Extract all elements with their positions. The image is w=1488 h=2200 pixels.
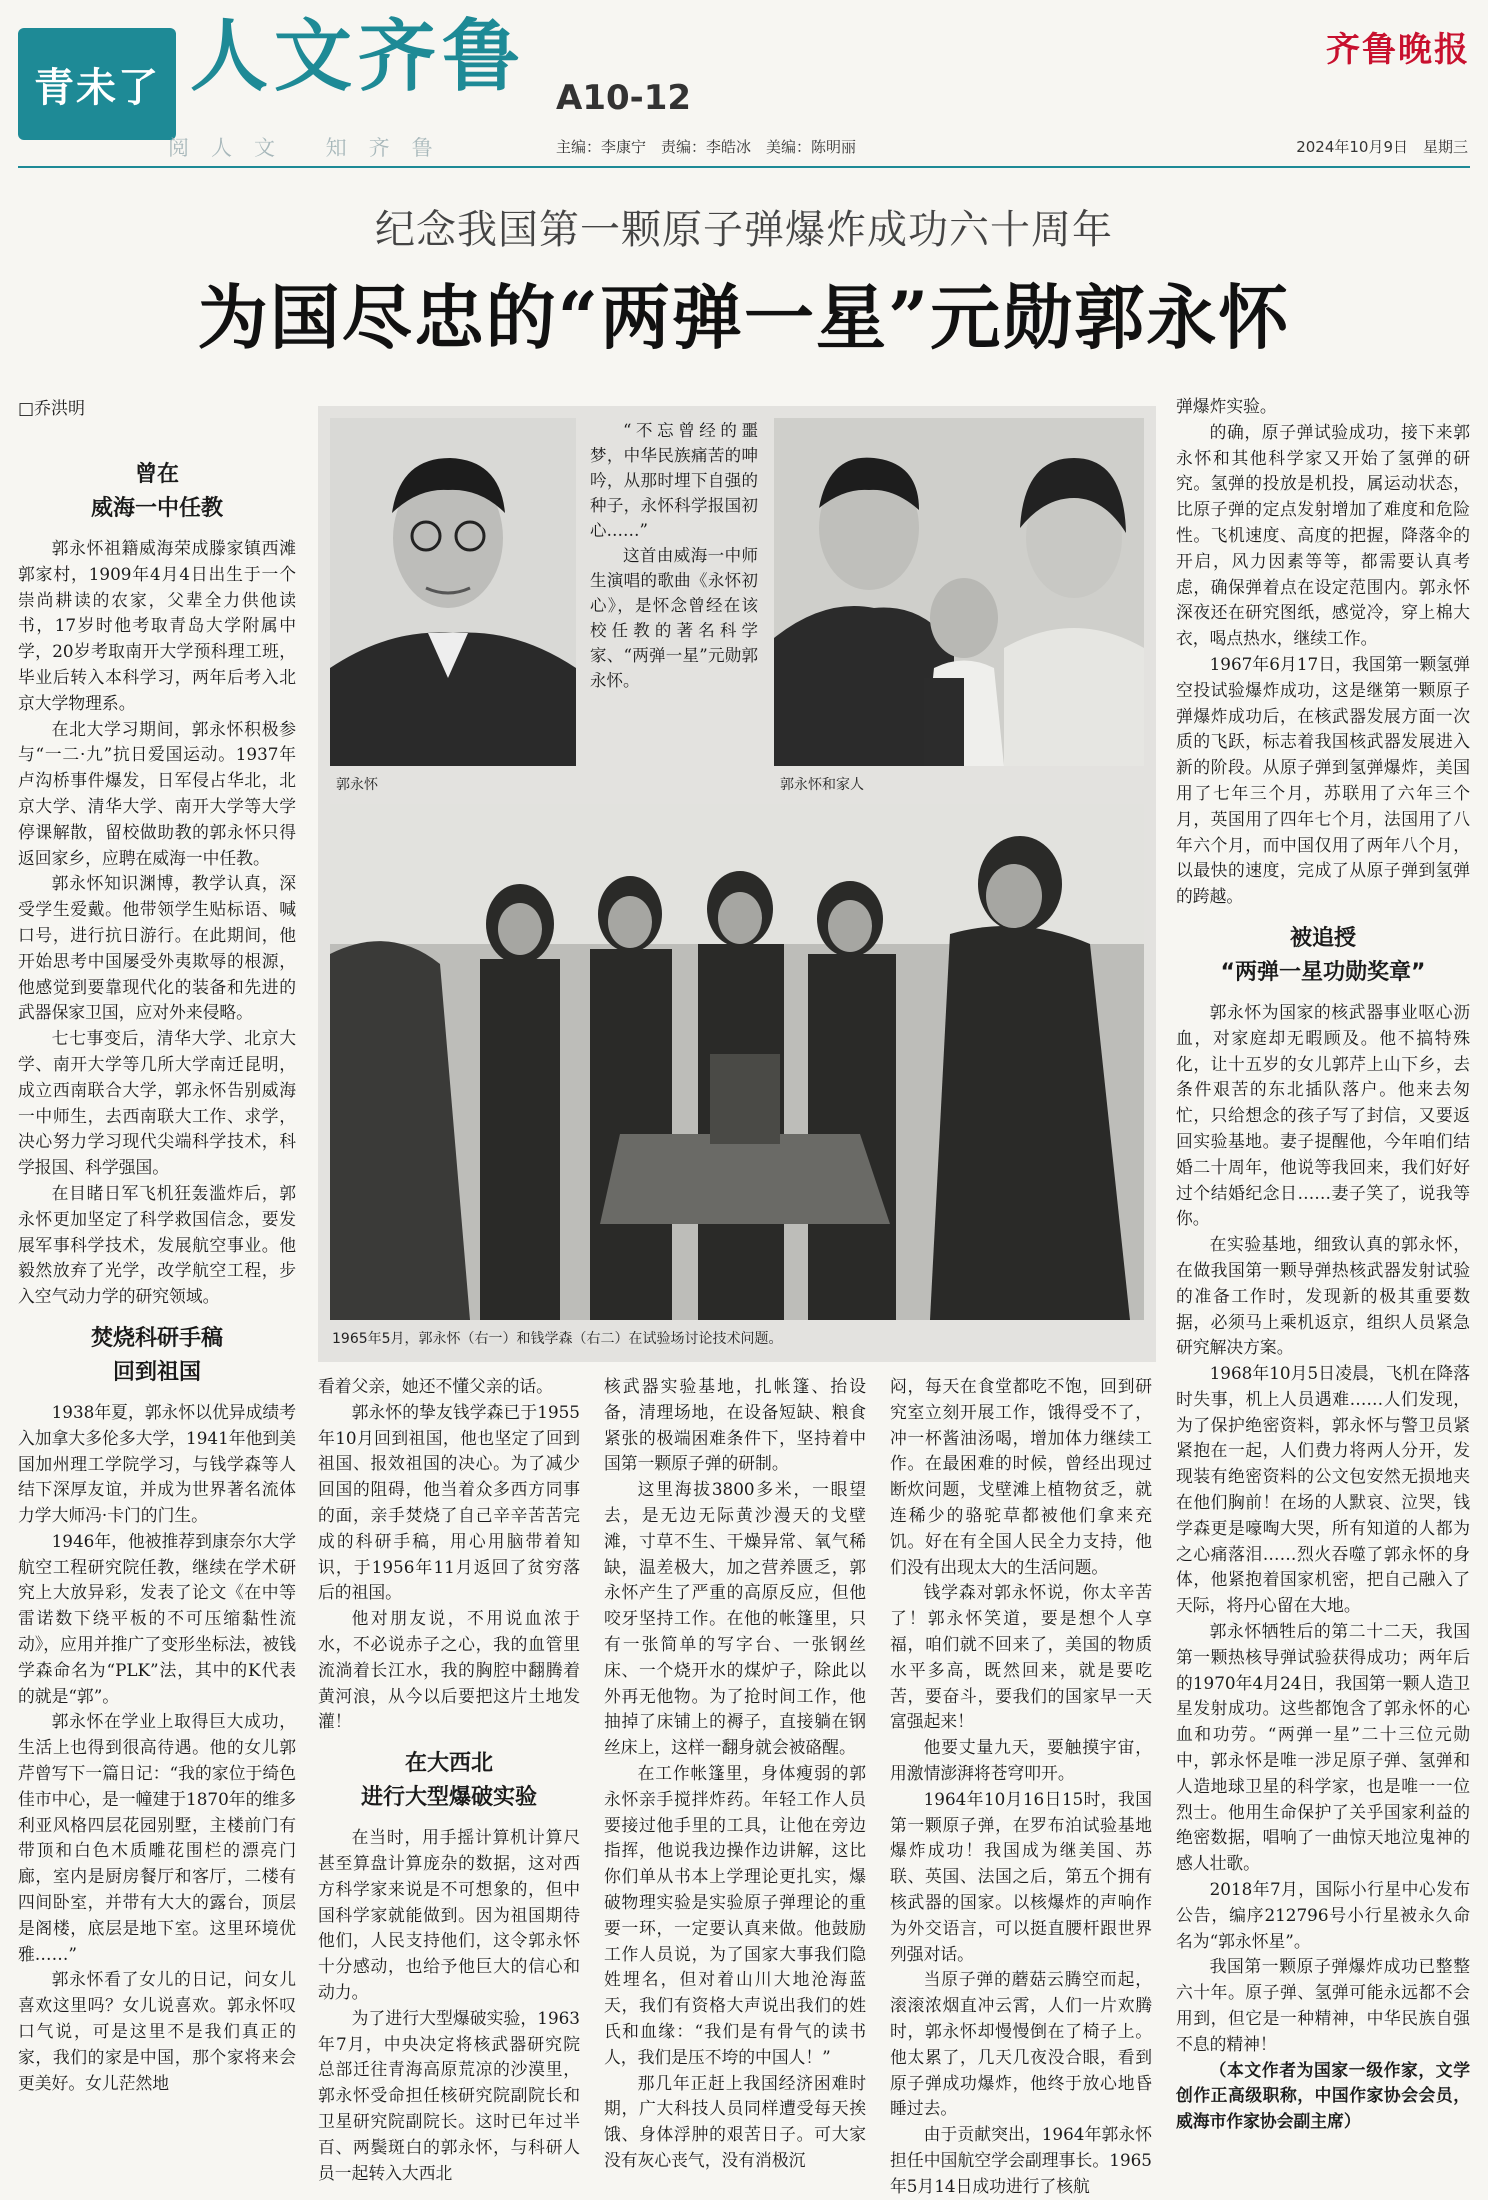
paragraph: 弹爆炸实验。 bbox=[1176, 396, 1277, 416]
newspaper-brand: 齐鲁晚报 bbox=[1326, 30, 1470, 70]
text-column-3 bbox=[604, 1374, 866, 2174]
text-column-2 bbox=[318, 1374, 580, 2183]
quote-lyric: “不忘曾经的噩梦，中华民族痛苦的呻吟，从那时埋下自强的种子，永怀科学报国初心……” bbox=[590, 421, 758, 540]
photo-panel bbox=[318, 406, 1156, 1362]
article-subheadline: 纪念我国第一颗原子弹爆炸成功六十周年 bbox=[375, 207, 1113, 253]
paragraph: 郭永怀在学业上取得巨大成功，生活上也得到很高待遇。他的女儿郭芹曾写下一篇日记：“我的家位于绮色佳市中心，是一幢建于1870年的维多利亚风格四层花园别墅，主楼前门有带顶和白色木质雕花围栏的漂亮门廊，室内是厨房餐厅和客厅，二楼有四间卧室，并带有大大的露台，顶层是阁楼，底层是地下室。这里环境优雅……” bbox=[18, 1711, 296, 1964]
paragraph: 我国第一颗原子弹爆炸成功已整整六十年。原子弹、氢弹可能永远都不会用到，但它是一种精神，中华民族自强不息的精神！ bbox=[1176, 1956, 1470, 2054]
paragraph: 1964年10月16日15时，我国第一颗原子弹，在罗布泊试验基地爆炸成功！我国成为继美国、苏联、英国、法国之后，第五个拥有核武器的国家。以核爆炸的声响作为外交语言，可以挺直腰杆跟世界列强对话。 bbox=[890, 1788, 1152, 1964]
text-column-5 bbox=[1176, 394, 1470, 2174]
paragraph: 在实验基地，细致认真的郭永怀，在做我国第一颗导弹热核武器发射试验的准备工作时，发现新的极其重要数据，必须马上乘机返京，组织人员紧急研究解决方案。 bbox=[1176, 1234, 1470, 1358]
masthead-divider bbox=[18, 166, 1470, 168]
paragraph: 看着父亲，她还不懂父亲的话。 bbox=[318, 1376, 553, 1396]
article-headline: 为国尽忠的“两弹一星”元勋郭永怀 bbox=[197, 276, 1291, 359]
column-logo-text: 青未了 bbox=[34, 63, 160, 111]
text-column-1 bbox=[18, 446, 296, 2166]
paragraph: 郭永怀牺牲后的第二十二天，我国第一颗热核导弹试验获得成功；两年后的1970年4月24日，我国第一颗人造卫星发射成功。这些都饱含了郭永怀的心血和功劳。“两弹一星”二十三位元勋中，郭永怀是唯一涉足原子弹、氢弹和人造地球卫星的科学家，也是唯一一位烈士。他用生命保护了关乎国家利益的绝密数据，唱响了一曲惊天地泣鬼神的感人壮歌。 bbox=[1176, 1621, 1470, 1874]
portrait-illustration bbox=[330, 418, 576, 766]
section-heading-1: 曾在 威海一中任教 bbox=[90, 462, 223, 521]
paragraph: 的确，原子弹试验成功，接下来郭永怀和其他科学家又开始了氢弹的研究。氢弹的投放是机投，属运动状态，比原子弹的定点发射增加了难度和危险性。飞机速度、高度的把握，降落伞的开启，风力因素等等，都需要认真考虑，确保弹着点在设定范围内。郭永怀深夜还在研究图纸，感觉冷，穿上棉大衣，喝点热水，继续工作。 bbox=[1176, 421, 1470, 649]
paragraph: 当原子弹的蘑菇云腾空而起，滚滚浓烟直冲云霄，人们一片欢腾时，郭永怀却慢慢倒在了椅子上。他太累了，几天几夜没合眼，看到原子弹成功爆炸，他终于放心地昏睡过去。 bbox=[890, 1969, 1152, 2119]
group-photo bbox=[330, 804, 1144, 1320]
paragraph: 闷，每天在食堂都吃不饱，回到研究室立刻开展工作，饿得受不了，冲一杯酱油汤喝，增加体力继续工作。在最困难的时候，曾经出现过断炊问题，戈壁滩上植物贫乏，就连稀少的骆驼草都被他们拿来充饥。好在有全国人民全力支持，他们没有出现太大的生活问题。 bbox=[890, 1376, 1152, 1577]
paragraph: 郭永怀的挚友钱学森已于1955年10月回到祖国，他也坚定了回到祖国、报效祖国的决心。为了减少回国的阻碍，他当着众多西方同事的面，亲手焚烧了自己辛辛苦苦完成的科研手稿，用心用脑带着知识，于1956年11月返回了贫穷落后的祖国。 bbox=[318, 1401, 580, 1603]
paragraph: 郭永怀看了女儿的日记，问女儿喜欢这里吗？女儿说喜欢。郭永怀叹口气说，可是这里不是我们真正的家，我们的家是中国，那个家将来会更美好。女儿茫然地 bbox=[18, 1969, 296, 2093]
paragraph: 在北大学习期间，郭永怀积极参与“一二·九”抗日爱国运动。1937年卢沟桥事件爆发，日军侵占华北，北京大学、清华大学、南开大学等大学停课解散，留校做助教的郭永怀只得返回家乡，应聘在威海一中任教。 bbox=[18, 718, 296, 868]
column-logo bbox=[18, 28, 176, 140]
paragraph: 在工作帐篷里，身体瘦弱的郭永怀亲手搅拌炸药。年轻工作人员要接过他手里的工具，让他在旁边指挥，他说我边操作边讲解，这比你们单从书本上学理论更扎实，爆破物理实验是实验原子弹理论的重要一环，一定要认真来做。他鼓励工作人员说，为了国家大事我们隐姓埋名，但对着山川大地沧海蓝天，我们有资格大声说出我们的姓氏和血缘：“我们是有骨气的读书人，我们是压不垮的中国人！” bbox=[604, 1762, 866, 2067]
section-slogan: 阅人文 知齐鲁 bbox=[168, 136, 455, 160]
paragraph: 由于贡献突出，1964年郭永怀担任中国航空学会副理事长。1965年5月14日成功进行了核航 bbox=[890, 2124, 1152, 2196]
paragraph: 核武器实验基地，扎帐篷、抬设备，清理场地，在设备短缺、粮食紧张的极端困难条件下，坚持着中国第一颗原子弹的研制。 bbox=[604, 1376, 866, 1474]
paragraph: 2018年7月，国际小行星中心发布公告，编序212796号小行星被永久命名为“郭永怀星”。 bbox=[1176, 1879, 1470, 1951]
family-photo bbox=[774, 418, 1144, 766]
author-bio: （本文作者为国家一级作家，文学创作正高级职称，中国作家协会会员，威海市作家协会副主席） bbox=[1176, 2059, 1470, 2132]
portrait-photo bbox=[330, 418, 576, 766]
quote-explanation: 这首由威海一中师生演唱的歌曲《永怀初心》，是怀念曾经在该校任教的著名科学家、“两弹一星”元勋郭永怀。 bbox=[590, 546, 758, 690]
section-heading-2: 焚烧科研手稿 回到祖国 bbox=[90, 1325, 223, 1385]
paragraph: 那几年正赶上我国经济困难时期，广大科技人员同样遭受每天挨饿、身体浮肿的艰苦日子。可大家没有灰心丧气，没有消极沉 bbox=[604, 2072, 866, 2170]
text-column-4 bbox=[890, 1374, 1152, 2196]
article-byline: □乔洪明 bbox=[18, 399, 86, 419]
paragraph: 1946年，他被推荐到康奈尔大学航空工程研究院任教，继续在学术研究上大放异彩，发表了论文《在中等雷诺数下绕平板的不可压缩黏性流动》，应用并推广了变形坐标法，被钱学森命名为“PLK”法，其中的K代表的就是“郭”。 bbox=[18, 1530, 296, 1706]
section-title: 人文齐鲁 bbox=[190, 11, 527, 102]
section-heading-3: 在大西北 进行大型爆破实验 bbox=[360, 1751, 537, 1811]
paragraph: 郭永怀为国家的核武器事业呕心沥血，对家庭却无暇顾及。他不搞特殊化，让十五岁的女儿郭芹上山下乡，去条件艰苦的东北插队落户。他来去匆忙，只给想念的孩子写了封信，又要返回实验基地。妻子提醒他，今年咱们结婚二十周年，他说等我回来，我们好好过个结婚纪念日……妻子笑了，说我等你。 bbox=[1176, 1001, 1470, 1229]
paragraph: 这里海拔3800多米，一眼望去，是无边无际黄沙漫天的戈壁滩，寸草不生、干燥异常、氧气稀缺，温差极大，加之营养匮乏，郭永怀产生了严重的高原反应，但他咬牙坚持工作。在他的帐篷里，只有一张简单的写字台、一张钢丝床、一个烧开水的煤炉子，除此以外再无他物。为了抢时间工作，他抽掉了床铺上的褥子，直接躺在钢丝床上，这样一翻身就会被硌醒。 bbox=[604, 1479, 866, 1758]
paragraph: 他要丈量九天，要触摸宇宙，用激情澎湃将苍穹叩开。 bbox=[890, 1737, 1152, 1783]
group-illustration bbox=[330, 804, 1144, 1320]
paragraph: 郭永怀祖籍威海荣成滕家镇西滩郭家村，1909年4月4日出生于一个崇尚耕读的农家，父辈全力供他读书，17岁时他考取青岛大学附属中学，20岁考取南开大学预科理工班，毕业后转入本科学习，两年后考入北京大学物理系。 bbox=[18, 538, 296, 713]
paragraph: 钱学森对郭永怀说，你太辛苦了！郭永怀笑道，要是想个人享福，咱们就不回来了，美国的物质水平多高，既然回来，就是要吃苦，要奋斗，要我们的国家早一天富强起来！ bbox=[890, 1582, 1152, 1732]
paragraph: 1938年夏，郭永怀以优异成绩考入加拿大多伦多大学，1941年他到美国加州理工学院学习，与钱学森等人结下深厚友谊，并成为世界著名流体力学大师冯·卡门的门生。 bbox=[18, 1401, 296, 1526]
paragraph: 郭永怀知识渊博，教学认真，深受学生爱戴。他带领学生贴标语、喊口号，进行抗日游行。在此期间，他开始思考中国屡受外夷欺辱的根源，他感觉到要靠现代化的装备和先进的武器保家卫国，应对外来侵略。 bbox=[18, 873, 296, 1023]
editor-credits: 主编：李康宁 责编：李皓冰 美编：陈明丽 bbox=[556, 138, 857, 156]
family-caption: 郭永怀和家人 bbox=[780, 777, 864, 793]
paragraph: 他对朋友说，不用说血浓于水，不必说赤子之心，我的血管里流淌着长江水，我的胸腔中翻腾着黄河浪，从今以后要把这片土地发灌！ bbox=[318, 1608, 580, 1732]
group-caption: 1965年5月，郭永怀（右一）和钱学森（右二）在试验场讨论技术问题。 bbox=[332, 1331, 783, 1347]
portrait-caption: 郭永怀 bbox=[336, 777, 378, 793]
paragraph: 为了进行大型爆破实验，1963年7月，中央决定将核武器研究院总部迁往青海高原荒凉的沙漠里，郭永怀受命担任核研究院副院长和卫星研究院副院长。这时已年过半百、两鬓斑白的郭永怀，与科研人员一起转入大西北 bbox=[318, 2007, 580, 2183]
paragraph: 1968年10月5日凌晨，飞机在降落时失事，机上人员遇难……人们发现，为了保护绝密资料，郭永怀与警卫员紧紧抱在一起，人们费力将两人分开，发现装有绝密资料的公文包安然无损地夹在他们胸前！在场的人默哀、泣哭，钱学森更是嚎啕大哭，所有知道的人都为之心痛落泪……烈火吞噬了郭永怀的身体，他紧抱着国家机密，把自己融入了天际，将丹心留在大地。 bbox=[1176, 1363, 1470, 1616]
paragraph: 1967年6月17日，我国第一颗氢弹空投试验爆炸成功，这是继第一颗原子弹爆炸成功后，在核武器发展方面一次质的飞跃，标志着我国核武器发展进入新的阶段。从原子弹到氢弹爆炸，美国用了七年三个月，苏联用了六年三个月，英国用了四年七个月，法国用了八年六个月，而中国仅用了两年八个月，以最快的速度，完成了从原子弹到氢弹的跨越。 bbox=[1176, 653, 1470, 907]
family-illustration bbox=[774, 418, 1144, 766]
paragraph: 在当时，用手摇计算机计算尺甚至算盘计算庞杂的数据，这对西方科学家来说是不可想象的，但中国科学家就能做到。因为祖国期待他们，人民支持他们，这令郭永怀十分感动，也给予他巨大的信心和动力。 bbox=[318, 1827, 580, 2002]
section-heading-4: 被追授 “两弹一星功勋奖章” bbox=[1220, 925, 1426, 985]
pull-quote bbox=[590, 418, 758, 693]
paragraph: 七七事变后，清华大学、北京大学、南开大学等几所大学南迁昆明，成立西南联合大学，郭永怀告别威海一中师生，去西南联大工作、求学，决心努力学习现代尖端科学技术，科学报国、科学强国。 bbox=[18, 1028, 296, 1178]
page-number: A10-12 bbox=[556, 78, 692, 118]
paragraph: 在目睹日军飞机狂轰滥炸后，郭永怀更加坚定了科学救国信念，要发展军事科学技术，发展航空事业。他毅然放弃了光学，改学航空工程，步入空气动力学的研究领域。 bbox=[18, 1182, 296, 1307]
issue-date: 2024年10月9日 星期三 bbox=[1296, 138, 1468, 156]
